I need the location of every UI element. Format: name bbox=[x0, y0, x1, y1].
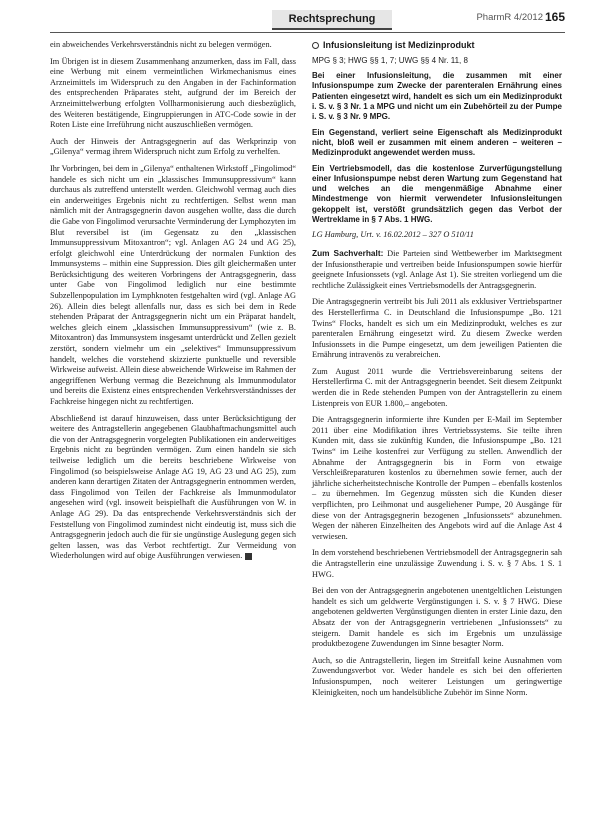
left-column bbox=[50, 40, 296, 813]
paragraph: Auch, so die Antragstellerin, liegen im Streitfall keine Ausnahmen vom Zuwendungsverbot vor. Weder handele es sich bei den offerierten Infusionspumpen, noch weiterer Leistungen um geringwertige Kleinigkeiten, noch um handelsübliche Zubehör im Sinne Norm. bbox=[312, 655, 562, 697]
headnote-paragraph: Ein Vertriebsmodell, das die kostenlose Zurverfügungstellung einer Infusionspumpe nebst deren Wartung zum Gegenstand hat und welches an die mengenmäßige Abnahme einer Mindestmenge von hiermit verwendeter Infusionsleitungen gekoppelt ist, verstößt grundsätzlich gegen das Verbot der Wertreklame in § 7 Abs. 1 HWG. bbox=[312, 163, 562, 225]
paragraph: Die Antragsgegnerin vertreibt bis Juli 2011 als exklusiver Vertriebspartner des Herstellerfirma C. in Deutschland die Infusionspumpe „Bo. 121 Twins“ Flocks, handelt es sich um ein Medizinprodukt, welches es zur parenteralen Ernährung eingesetzt wird. Zu diesem Zwecke werden Infusionssets in die Pumpe eingesetzt, um dem jeweiligen Patienten die Ernährung intravenös zu verabreichen. bbox=[312, 297, 562, 360]
paragraph-text: Die Parteien sind Wettbewerber im Marktsegment der Infusionstherapie und vertreiben beide Infusionspumpen sowie hierfür geeignete Infusionssets (vgl. Anlage Ast 1). Sie streiten vorliegend um die rechtliche Zulässigkeit eines Vertriebsmodells der Antragsgegnerin. bbox=[312, 248, 562, 290]
end-of-article-icon bbox=[245, 553, 252, 560]
paragraph bbox=[50, 414, 296, 562]
article-title-text: Infusionsleitung ist Medizinprodukt bbox=[323, 40, 475, 50]
article-title bbox=[312, 40, 562, 51]
court-citation: LG Hamburg, Urt. v. 16.02.2012 – 327 O 510/11 bbox=[312, 230, 474, 240]
paragraph: Bei den von der Antragsgegnerin angebotenen unentgeltlichen Leistungen handelt es sich um geldwerte Vergünstigungen i. S. v. § 7 HWG. Diese angebotenen geldwerten Vergünstigungen dienten in erster Linie dazu, den Absatz der von der Antragsgegnerin vertriebenen „Infusionssets“ zu steigern. Damit handele es sich im Ergebnis um unzulässige produktbezogene Zuwendungen im Sinne besagter Norm. bbox=[312, 586, 562, 649]
headnote bbox=[312, 71, 562, 225]
right-column bbox=[312, 40, 562, 813]
paragraph: Ihr Vorbringen, bei dem in „Gilenya“ enthaltenen Wirkstoff „Fingolimod“ handele es sich nicht um ein „klassisches Immunsuppressivum“ kann durchaus als zutreffend unterstellt werden. Gleichwohl vermag auch dies ein anderweitiges Ergebnis nicht zu rechtfertigen. Selbst wenn man nämlich mit der Antragsgegnerin davon ausgehen wollte, dass die durch die Gabe von Fingolimod verursachte Verminderung der Lymphozyten im Blut reversibel ist (im Gegensatz zu den „klassischen Immunsuppressivum Mitoxantron“; vgl. Anlagen AG 24 und AG 25), erfolgt gleichwohl eine Unterdrückung der normalen Funktion des Immunsystems – mithin eine Suppression. Dies gilt gleichermaßen unter Berücksichtigung des weiteren Vorbringens der Antragsgegnerin, dass unter Gabe von Fingolimod lediglich nur eine bestimmte Subzellenpopulation im Lymphknoten festgehalten wird (vgl. Anlage AG 26). Allein dies belegt allenfalls nur, dass es sich bei dem in Rede stehenden Präparat der Antragsgegnerin nicht um ein Präparat handelt, welches gleich einem „klassischen Immunsuppressivum“ (wie z. B. Mitoxantron) das Immunsystem insgesamt unterdrückt und Zellen gezielt zerstört, sondern vielmehr um ein „selektives“ Immunsuppressivum handelt, welches die vorstehend skizzierte punktuelle und reversible Wirkweise aufweist. Allein diese abweichende Wirkweise im Rahmen der angegriffenen Werbung vermag die Bezeichnung als Immunmodulator und bereits die Existenz eines entsprechenden Verkehrsverständnisses der Fachkreise hingegen nicht zu rechtfertigen. bbox=[50, 163, 296, 406]
paragraph: Die Antragsgegnerin informierte ihre Kunden per E-Mail im September 2011 über eine Modifikation ihres Vertriebssystems. Sie teilte ihren Kunden mit, dass sie zukünftig Kunden, die Infusionspumpe „Bo. 121 Twins“ im Leihe kostenfrei zur Verfügung zu stellen. Anwendlich der Abnahme der Antragsgegnerin bis in Form von etwaige Verschleißreparaturen kostenlos zu übernehmen sowie ferner, auch der jährliche sicherheitstechnische Kontrolle der Pumpen – ebenfalls kostenlos – zu übernehmen. Im Gegenzug müssten sich die Kunden dieser verpflichten, pro Leihmonat und ausgeliehener Pumpe, 20 Ausgänge für diese von der Antragsgegnerin bezogenen „Infusionssets“ abzunehmen. Wegen der näheren Einzelheiten des Angebots wird auf die Anlage Ast 4 verwiesen. bbox=[312, 415, 562, 541]
paragraph: Auch der Hinweis der Antragsgegnerin auf das Werkprinzip von „Gilenya“ vermag ihrem Widerspruch nicht zum Erfolg zu verhelfen. bbox=[50, 136, 296, 157]
norm-references: MPG § 3; HWG §§ 1, 7; UWG §§ 4 Nr. 11, 8 bbox=[312, 55, 468, 65]
paragraph: In dem vorstehend beschriebenen Vertriebsmodell der Antragsgegnerin sah die Antragstellerin eine unzulässige Zuwendung i. S. v. § 7 Abs. 1 S. 1 HWG. bbox=[312, 548, 562, 579]
circle-icon bbox=[312, 42, 319, 49]
facts-label: Zum Sachverhalt: bbox=[312, 247, 384, 258]
paragraph: Im Übrigen ist in diesem Zusammenhang anzumerken, dass im Fall, dass eine Werbung mit einem vermeintlichen Wirkmechanismus eines Arzneimittels im Widerspruch zu den Angaben in der Fachinformation des entsprechenden Präparates steht, aufgrund der im Bereich der Arzneimittelwerbung erfolgten Vollharmonisierung auch diesbezüglich, des Weiteren bestätigende, Eingruppierungen in ATC-Code sowie in der Roten Liste eine Irreführung nicht auszuschließen vermögen. bbox=[50, 56, 296, 130]
paragraph: ein abweichendes Verkehrsverständnis nicht zu belegen vermögen. bbox=[50, 40, 272, 49]
paragraph bbox=[312, 248, 562, 291]
headnote-paragraph: Bei einer Infusionsleitung, die zusammen mit einer Infusionspumpe zum Zwecke der parenteralen Ernährung eines Patienten eingesetzt wird, handelt es sich um ein Medizinprodukt i. S. v. § 3 Nr. 1 a MPG und nicht um ein Zubehörteil zu der Pumpe i. S. v. § 3 Nr. 9 MPG. bbox=[312, 71, 562, 122]
headnote-paragraph: Ein Gegenstand, verliert seine Eigenschaft als Medizinprodukt nicht, bloß weil er zusammen mit einem anderen – weiteren – Medizinprodukt angewendet werden muss. bbox=[312, 127, 562, 158]
journal-name: PharmR 4/2012 bbox=[476, 12, 543, 23]
paragraph-text: Abschließend ist darauf hinzuweisen, dass unter Berücksichtigung der weitere des Antragstellerin angegebenen Glaubhaftmachungsmittel auch die von der Antragsgegnerin vorgelegten Publikationen ein anderweitiges Ergebnis nicht zu begründen vermögen. Zum einen handeln sie sich teilweise lediglich um die bereits beschriebene Wirkweise von Fingolimod (so beispielsweise Anlage AG 19, AG 23 und AG 25), zum anderen kann derartigen Zitaten der Antragsgegnerin entnommen werden, dass Fingolimod von Teilen der Fachkreise als Immunmodulator angesehen wird (vgl. insoweit beispielhaft die Ausführungen von W. in Anlage AG 29). Da das entsprechende Verkehrsverständnis sich der Feststellung von Fingolimod zumindest nicht eindeutig ist, muss sich die Antragsgegnerin jedoch auch die für sie ungünstige Auslegung gegen sich gelten lassen, was das Verbot rechtfertigt. Zur Vermeidung von Wiederholungen wird auf obige Ausführungen verwiesen. bbox=[50, 413, 296, 561]
paragraph: Zum August 2011 wurde die Vertriebsvereinbarung seitens der Herstellerfirma C. mit der Antragsgegnerin beendet. Seit diesem Zeitpunkt werden die in Rede stehenden Pumpen von der Antragstellerin zu einem Listenpreis von EUR 1.800,– angeboten. bbox=[312, 366, 562, 408]
section-label: Rechtsprechung bbox=[272, 10, 392, 30]
page-header bbox=[50, 10, 565, 33]
page-number: 165 bbox=[544, 10, 565, 24]
